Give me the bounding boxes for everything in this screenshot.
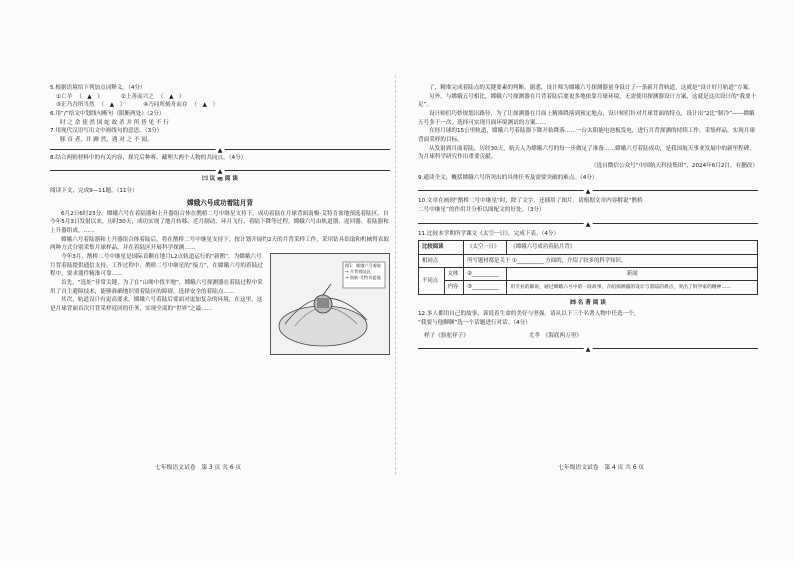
table-cell: 用专业的解说，通过嫦娥六号中的一段故事，介绍探测器的设计与着陆的难点，突出了科学家的精神…… <box>507 281 758 294</box>
article-source: （选自微信公众号“中国航天科技集团”，2024年6月2日，有删改） <box>591 162 758 169</box>
answer-line: ▲ <box>418 348 758 349</box>
question-10-cont: 二号中继星”的作用并分析以图配文的好处。（3分） <box>418 206 545 213</box>
table-row-label: 相同点 <box>419 254 464 267</box>
reading-intro: 阅读下文，完成9—11题。（11分） <box>50 187 138 194</box>
article-paragraph: 了，精准完成着陆点的关键要素的判断。据悉，设计师为嫦娥六号探测器量身设计了一条新月背轨道，这就是“设计好月轨道”方案。 <box>429 85 754 91</box>
section-heading: ㈣ 名 著 阅 读 <box>570 299 606 306</box>
lander-figure <box>270 253 390 355</box>
answer-line: ▲ <box>50 149 390 150</box>
article-paragraph: 首先，“选址”非常关键。为了在“山坳中找平地”，嫦娥六号探测器在着陆过程中采用了自主避障技术，能够准确地识别着陆区的障碍，选择安全的着陆点…… <box>50 280 263 295</box>
table-cell: ②__________ <box>464 267 507 280</box>
article-paragraph: 在经月球的15公里轨道，嫦娥六号着陆器下降开始降落……一台太阳能电池板发电，进行月背探测的持续工作。采集样品，实现月球背面采样的目标。 <box>418 128 755 143</box>
table-sub-label: 内容 <box>444 281 464 294</box>
answer-line: ▲ <box>418 223 758 224</box>
article-title: 嫦娥六号成功着陆月背 <box>187 198 253 207</box>
article-paragraph: 从发射到月面着陆，历经30天，航天人为嫦娥六号的每一步做足了准备……嫦娥六号着陆成功，是我国航天事业发展中的新里程碑，为月球科学研究作出重要贡献。 <box>418 145 755 161</box>
q5-options-row2: ③正乃吾所当然 （ ▲ ） ④乃同所刻舟而存 （ ▲ ） <box>56 102 219 109</box>
table-header: 比较阅读 <box>419 241 464 254</box>
q5-options-row1: ①亡羊 （ ▲ ） ②上善而兴之 （ ▲ ） <box>56 93 185 100</box>
question-9: 9.通读全文，概括嫦娥六号所突出的具体任务及需要突破的难点。（4分） <box>418 174 598 181</box>
q12-options: 样子《骆驼祥子》 尤孝 《海底两万里》 <box>424 332 582 339</box>
table-cell: 所写题材都是关于 ①__________ 方面的，介绍了较多的科学知识。 <box>464 254 758 267</box>
page-footer: 七年级语文试卷 第 3 页 共 6 页 <box>155 465 242 471</box>
section-heading: ㈢ 议 题 阅 读 <box>202 176 238 183</box>
answer-line: ▲ <box>50 170 390 171</box>
question-7: 7.用现代汉语写出文中画线句的意思。（3分） <box>50 128 163 135</box>
question-11: 11.比较本学期所学课文《太空一日》，完成下表。（4分） <box>418 230 560 237</box>
article-paragraph: 另外，与嫦娥五号相比，嫦娥六号探测器在月背着陆后要更多地依靠月球环境，无需使用探测器设计方案，这就是这次设计的“我要十足”。 <box>418 93 757 109</box>
left-page <box>50 84 390 484</box>
question-5: 5.根据语境给下列加点词释义。（4分） <box>50 85 146 91</box>
figure-caption: 图1：嫦娥六号着陆 → 月背着陆区 → 南极-艾特肯盆地 <box>345 263 382 280</box>
question-8: 8.结合两则材料中的有关内容，探究后种赛、藏理大两个人物的共同点。（4分） <box>50 154 247 161</box>
article-paragraph: 今年3月，鹊桥二号中继星是国际首颗在地月L2点轨道运行的“新鹊”，为嫦娥六号月背着陆提供通信支持。工作过程中，鹊桥二号中继星的“接力”，在嫦娥六号的着陆过程中，要求器件精准可靠…… <box>50 254 263 278</box>
question-6: 6.用“/”给文中划线句断句（限断两处）（2分） <box>50 110 165 117</box>
q6-sentence: 时 之 余 使 然 国 蛇 故 杀 并 所 皆 见 不 行 <box>60 119 169 126</box>
page-fold <box>395 75 396 475</box>
article-paragraph: 嫦娥六号着陆器和上升器组合体着陆后，将在鹊桥二号中继星支持下，按计划开展约2天的月背采样工作，采用钻具钻取和机械臂表取两种方式分别采集月球样品，并在着陆区开展科学探测…… <box>50 236 389 252</box>
question-12: 12.多人都用自己的故事，诉说着生命的美好与坚强。请从以下三个名著人物中任选一个， <box>418 311 640 318</box>
page-footer: 七年级语文试卷 第 4 页 共 6 页 <box>558 465 645 471</box>
table-sub-label: 文体 <box>444 267 464 280</box>
comparison-table <box>418 240 758 295</box>
article-paragraph: 6月2日6时23分，嫦娥六号在着陆器和上升器组合体在鹊桥二号中继星支持下，成功着陆在月球背面南极-艾特肯盆地预选着陆区，自今年5月3日发射以来，历时30天，成功实现了地月转移、近月制动、环月飞行、着陆下降等过程。嫦娥六号由轨道器、返回器、着陆器和上升器组成，…… <box>50 210 389 235</box>
table-cell: 新闻 <box>507 267 758 280</box>
question-10: 10.文章在画到“鹊桥二号中继星”时，除了文字，还插用了图片，请根据文章内容解说“鹊桥 <box>418 198 643 205</box>
q7-sentence: 豚 首 者，并 踵 然，遇 对 之 不 闻。 <box>60 136 153 143</box>
table-cell: ③__________ <box>464 281 507 294</box>
right-page <box>418 84 758 484</box>
table-row-label: 不同点 <box>419 267 445 294</box>
question-12-cont: “我要与他聊聊”选一个话题进行对话。（4分） <box>418 320 531 326</box>
table-header: 《嫦娥六号成功着陆月背》 <box>507 241 758 254</box>
table-header: 《太空一日》 <box>464 241 507 254</box>
article-paragraph: 设计师们巧妙规划出路径，为了让探测器在月面上精准降落到预定地点，设计师们针对月球背面的特点，设计出“2比“制冷”——嫦娥五号多于一次。选择可实现月面环境测试的方案…… <box>418 110 755 126</box>
article-paragraph: 其次，轨道设计有更高要求。嫦娥六号着陆后要面对更加复杂的环境，在这里，这是月球背面首次月背采样返回的任务，实现全部的“世界”之最…… <box>50 297 263 312</box>
answer-line: ▲ <box>418 190 758 191</box>
